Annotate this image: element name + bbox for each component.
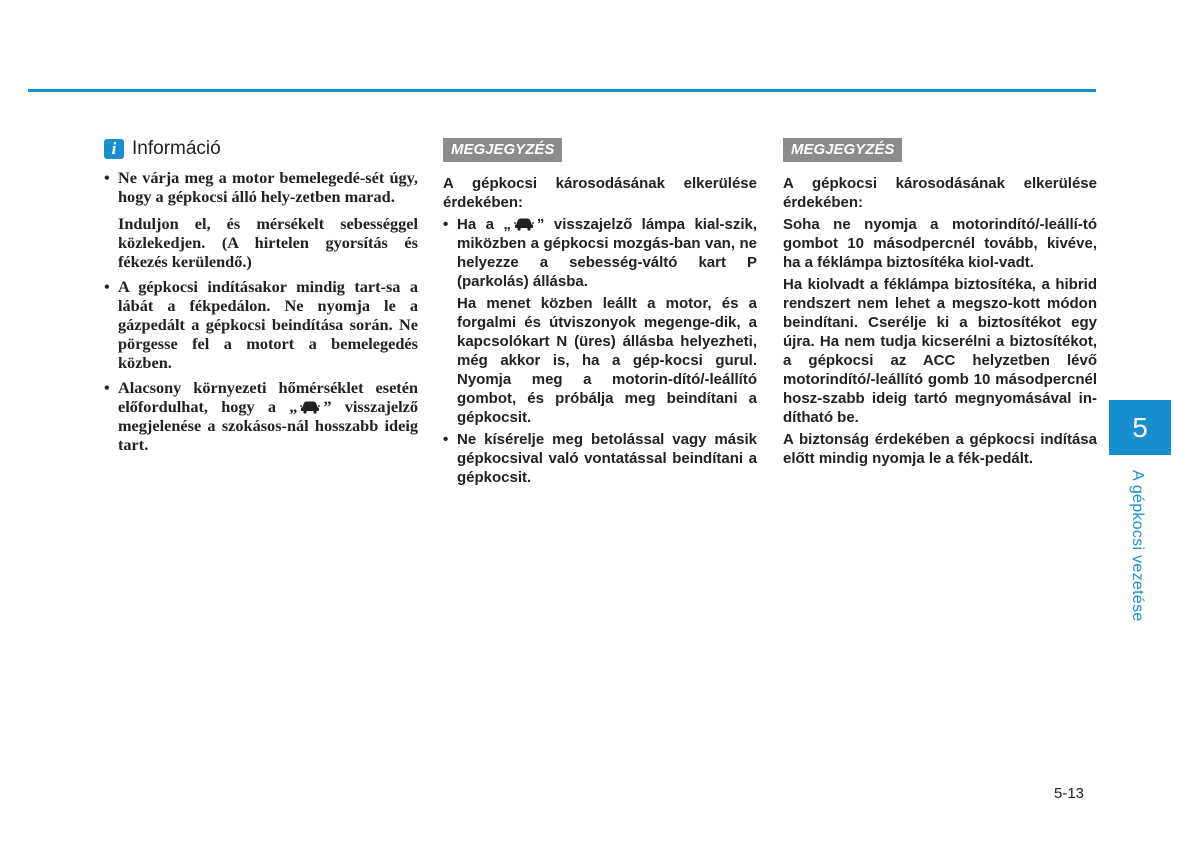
info-section — [104, 138, 418, 460]
note-1-title: A gépkocsi károsodásának elkerülése érdekében: — [443, 175, 757, 211]
note-1-item-1-para-2: Ha menet közben leállt a motor, és a forgalmi és útviszonyok megenge-dik, a kapcsolókart N (üres) állásba helyezheti, még akkor is, ha a gép-kocsi gurul. Nyomja meg a motorin-dító/-leállító gombot, és próbálja meg beindítani a gépkocsit. — [457, 295, 757, 426]
note-1 — [443, 138, 757, 490]
note-2-para-2: Ha kiolvadt a féklámpa biztosítéka, a hibrid rendszert nem lehet a megszo-kott módon beindítani. Cserélje ki a biztosítékot egy újra. Ha nem tudja kicserélni a biztosítékot, a gépkocsi az ACC helyzetben lévő motorindító/-leállító gomb 10 másodpercnél hosz-szabb ideig tartó megnyomásával in-dítható be. — [783, 276, 1097, 426]
car-warning-lamp-icon — [513, 217, 535, 231]
list-item — [104, 168, 418, 271]
note-2-label: MEGJEGYZÉS — [783, 138, 902, 162]
info-item-3-post: ” visszajelző megjelenése a szokásos-nál hosszabb ideig tart. — [118, 397, 418, 454]
header-rule — [28, 89, 1096, 92]
info-icon: i — [104, 139, 124, 159]
note-1-label: MEGJEGYZÉS — [443, 138, 562, 162]
chapter-tab: 5 — [1109, 400, 1171, 455]
note-2-title: A gépkocsi károsodásának elkerülése érdekében: — [783, 175, 1097, 211]
note-1-list — [443, 215, 757, 487]
info-item-3-pre: Alacsony környezeti hőmérséklet esetén előfordulhat, hogy a „ — [118, 378, 418, 416]
note-2-para-1: Soha ne nyomja a motorindító/-leállí-tó gombot 10 másodpercnél tovább, kivéve, ha a féklámpa biztosítéka kiol-vadt. — [783, 216, 1097, 271]
note-1-item-2: • Ne kísérelje meg betolással vagy másik gépkocsival való vontatással beindítani a gépkocsit. — [457, 431, 757, 486]
info-header — [104, 138, 418, 160]
page-number: 5-13 — [1054, 785, 1085, 802]
info-title: Információ — [132, 138, 221, 159]
note-1-item-1-para-1 — [457, 215, 757, 291]
list-item — [104, 277, 418, 372]
note-1-item-1-post: ” visszajelző lámpa kial-szik, miközben a gépkocsi mozgás-ban van, ne helyezze a sebesség-váltó kart P (parkolás) állásba. — [457, 216, 757, 290]
note-2 — [783, 138, 1097, 468]
info-item-2-para-1: • A gépkocsi indításakor mindig tart-sa a lábát a fékpedálon. Ne nyomja le a gázpedált a gépkocsi beindítása során. Ne pörgesse fel a motort a bemelegedés közben. — [118, 277, 418, 372]
list-item — [443, 430, 757, 487]
list-item — [443, 215, 757, 427]
info-item-1-para-2: Induljon el, és mérsékelt sebességgel közlekedjen. (A hirtelen gyorsítás és fékezés kerülendő.) — [118, 214, 418, 271]
list-item — [104, 378, 418, 454]
info-item-1-para-1: • Ne várja meg a motor bemelegedé-sét úgy, hogy a gépkocsi álló hely-zetben marad. — [118, 168, 418, 206]
chapter-title: A gépkocsi vezetése — [1129, 470, 1146, 622]
info-list — [104, 168, 418, 454]
note-1-item-1-pre: Ha a „ — [457, 216, 511, 233]
note-2-para-3: A biztonság érdekében a gépkocsi indítása előtt mindig nyomja le a fék-pedált. — [783, 431, 1097, 467]
info-item-3-para-1 — [118, 378, 418, 454]
car-warning-lamp-icon — [299, 400, 321, 414]
